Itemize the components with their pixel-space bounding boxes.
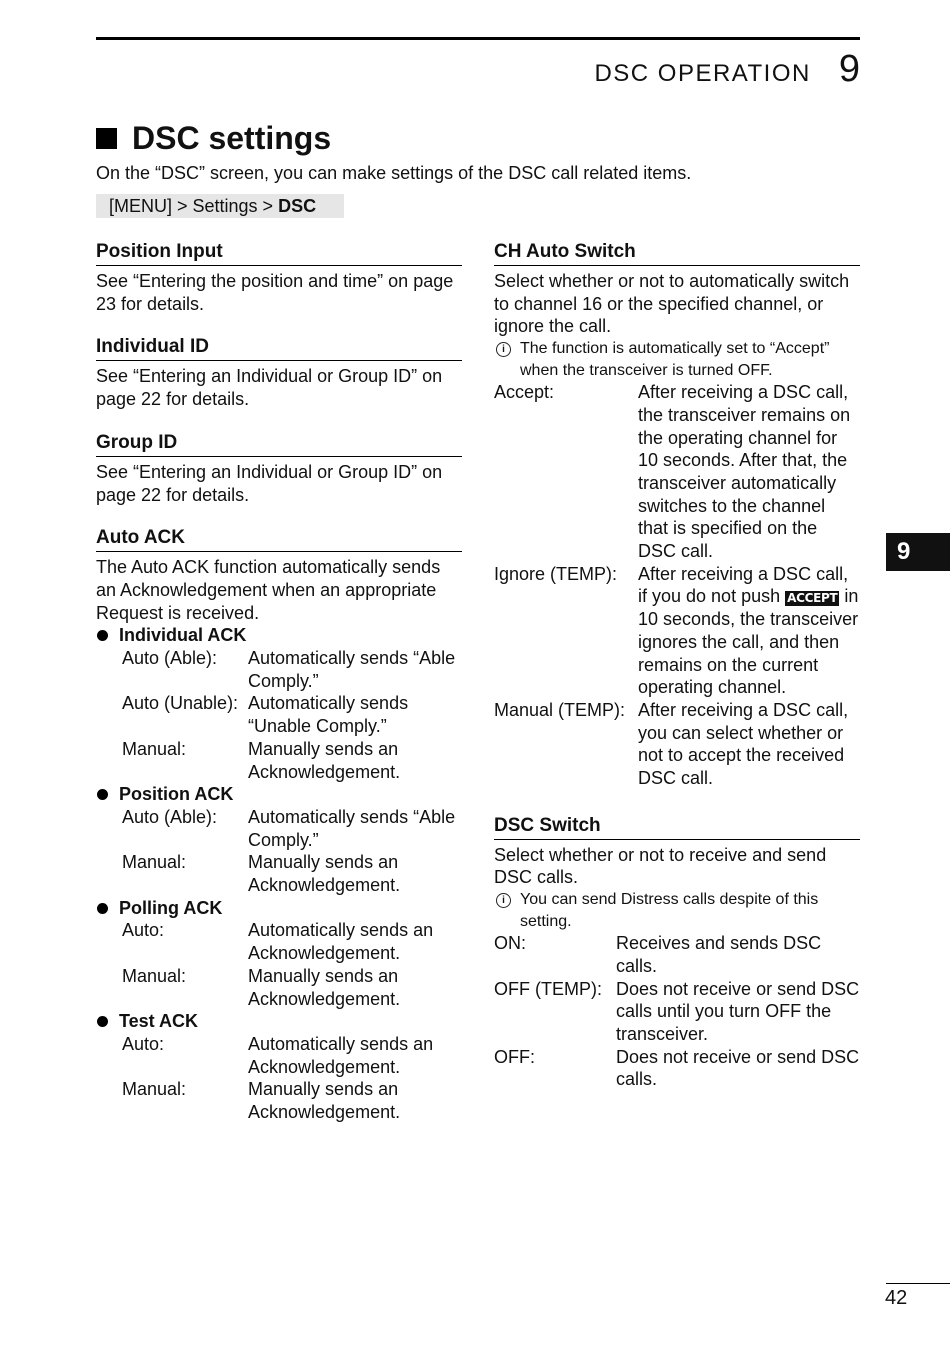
test-ack-heading bbox=[96, 1010, 462, 1033]
def-term: Manual: bbox=[122, 1079, 187, 1100]
individual-id-text: See “Entering an Individual or Group ID” on page 22 for details. bbox=[96, 366, 443, 410]
dsc-switch-text: Select whether or not to receive and send DSC calls. bbox=[494, 844, 827, 888]
def-term: Manual: bbox=[122, 738, 187, 759]
bullet-icon bbox=[97, 789, 108, 800]
bullet-icon bbox=[97, 903, 108, 914]
position-ack-row bbox=[96, 806, 462, 851]
polling-ack-heading bbox=[96, 897, 462, 920]
group-id-block bbox=[96, 431, 462, 506]
ch-auto-switch-note-text: The function is automatically set to “Accept” when the transceiver is turned OFF. bbox=[520, 340, 830, 379]
individual-ack-row bbox=[96, 692, 462, 737]
accept-row bbox=[494, 381, 860, 563]
def-term: Auto: bbox=[122, 1033, 165, 1054]
dsc-switch-heading: DSC Switch bbox=[494, 814, 860, 840]
manual-term: Manual (TEMP): bbox=[494, 699, 626, 720]
square-bullet-icon bbox=[96, 128, 117, 149]
auto-ack-text: The Auto ACK function automatically sends an Acknowledgement when an appropriate Request is received. bbox=[96, 557, 441, 623]
def-desc: Manually sends an Acknowledgement. bbox=[248, 852, 401, 896]
test-ack-row bbox=[96, 1078, 462, 1123]
section-title bbox=[96, 120, 331, 157]
position-input-text: See “Entering the position and time” on page 23 for details. bbox=[96, 271, 454, 314]
dsc-switch-row bbox=[494, 1046, 860, 1091]
individual-id-block bbox=[96, 335, 462, 410]
accept-term: Accept: bbox=[494, 382, 555, 403]
polling-ack-row bbox=[96, 919, 462, 964]
def-desc: Receives and sends DSC calls. bbox=[616, 933, 822, 976]
ch-auto-switch-heading: CH Auto Switch bbox=[494, 240, 860, 266]
manual-row bbox=[494, 699, 860, 790]
polling-ack-row bbox=[96, 965, 462, 1010]
def-term: Auto (Able): bbox=[122, 806, 218, 827]
accept-desc: After receiving a DSC call, the transceiver remains on the operating channel for 10 seconds. After that, the transceiver automatically switches to the channel that is specified on the DSC call. bbox=[638, 382, 851, 562]
def-desc: Automatically sends an Acknowledgement. bbox=[248, 1033, 434, 1077]
ignore-desc-part-1: After receiving a DSC call, if you do not push bbox=[638, 563, 849, 607]
individual-id-heading: Individual ID bbox=[96, 335, 462, 361]
auto-ack-block bbox=[96, 526, 462, 1124]
polling-ack-title: Polling ACK bbox=[119, 897, 223, 918]
manual-desc: After receiving a DSC call, you can select whether or not to accept the received DSC call. bbox=[638, 699, 849, 789]
ch-auto-switch-block bbox=[494, 240, 860, 790]
auto-ack-heading: Auto ACK bbox=[96, 526, 462, 552]
menu-path-prefix: [MENU] > Settings > bbox=[109, 196, 279, 216]
bullet-icon bbox=[97, 1016, 108, 1027]
individual-ack-row bbox=[96, 647, 462, 692]
def-term: OFF: bbox=[494, 1046, 535, 1067]
dsc-switch-note-text: You can send Distress calls despite of this setting. bbox=[520, 891, 819, 930]
group-id-heading: Group ID bbox=[96, 431, 462, 457]
left-column bbox=[96, 240, 462, 1144]
def-desc: Automatically sends “Able Comply.” bbox=[248, 806, 456, 850]
def-term: Auto (Unable): bbox=[122, 693, 239, 714]
dsc-switch-note bbox=[494, 889, 860, 932]
chapter-header bbox=[594, 48, 860, 91]
individual-ack-heading bbox=[96, 624, 462, 647]
def-term: OFF (TEMP): bbox=[494, 978, 602, 999]
def-desc: Automatically sends an Acknowledgement. bbox=[248, 920, 434, 964]
ignore-desc-part-2: in 10 seconds, the transceiver ignores the call, and then remains on the current operating channel. bbox=[638, 586, 859, 698]
menu-path-bold: DSC bbox=[278, 196, 317, 216]
def-desc: Does not receive or send DSC calls until you turn OFF the transceiver. bbox=[616, 978, 860, 1044]
def-desc: Automatically sends “Able Comply.” bbox=[248, 648, 456, 691]
chapter-number: 9 bbox=[838, 48, 860, 90]
position-ack-title: Position ACK bbox=[119, 784, 234, 805]
position-input-block bbox=[96, 240, 462, 315]
def-term: Auto (Able): bbox=[122, 648, 218, 669]
ignore-row bbox=[494, 563, 860, 699]
def-term: Auto: bbox=[122, 920, 165, 941]
def-desc: Manually sends an Acknowledgement. bbox=[248, 1079, 401, 1123]
def-desc: Automatically sends “Unable Comply.” bbox=[248, 693, 409, 737]
test-ack-title: Test ACK bbox=[119, 1011, 199, 1032]
top-rule bbox=[96, 37, 860, 40]
intro-text: On the “DSC” screen, you can make settings of the DSC call related items. bbox=[96, 163, 692, 183]
def-desc: Does not receive or send DSC calls. bbox=[616, 1046, 860, 1090]
chapter-side-tab: 9 bbox=[886, 533, 950, 571]
individual-ack-row bbox=[96, 738, 462, 783]
ignore-term: Ignore (TEMP): bbox=[494, 563, 618, 584]
def-desc: Manually sends an Acknowledgement. bbox=[248, 738, 401, 782]
dsc-switch-row bbox=[494, 978, 860, 1046]
def-term: Manual: bbox=[122, 852, 187, 873]
ch-auto-switch-note bbox=[494, 338, 860, 381]
chapter-title: DSC OPERATION bbox=[594, 60, 811, 87]
def-term: ON: bbox=[494, 933, 527, 954]
position-ack-row bbox=[96, 851, 462, 896]
test-ack-row bbox=[96, 1033, 462, 1078]
position-input-heading: Position Input bbox=[96, 240, 462, 266]
bullet-icon bbox=[97, 630, 108, 641]
right-column bbox=[494, 240, 860, 1111]
dsc-switch-block bbox=[494, 814, 860, 1091]
ch-auto-switch-text: Select whether or not to automatically switch to channel 16 or the specified channel, or ignore the call. bbox=[494, 271, 850, 337]
def-desc: Manually sends an Acknowledgement. bbox=[248, 965, 401, 1009]
accept-key-icon: ACCEPT bbox=[787, 591, 838, 606]
ignore-desc bbox=[638, 563, 860, 699]
dsc-switch-row bbox=[494, 932, 860, 977]
page-number: 42 bbox=[885, 1287, 908, 1309]
info-icon: i bbox=[496, 342, 511, 357]
section-title-text: DSC settings bbox=[132, 120, 332, 156]
group-id-text: See “Entering an Individual or Group ID” on page 22 for details. bbox=[96, 461, 443, 505]
menu-path bbox=[96, 194, 344, 218]
position-ack-heading bbox=[96, 783, 462, 806]
page-number-rule bbox=[886, 1283, 950, 1284]
def-term: Manual: bbox=[122, 965, 187, 986]
info-icon: i bbox=[496, 893, 511, 908]
individual-ack-title: Individual ACK bbox=[119, 625, 247, 646]
